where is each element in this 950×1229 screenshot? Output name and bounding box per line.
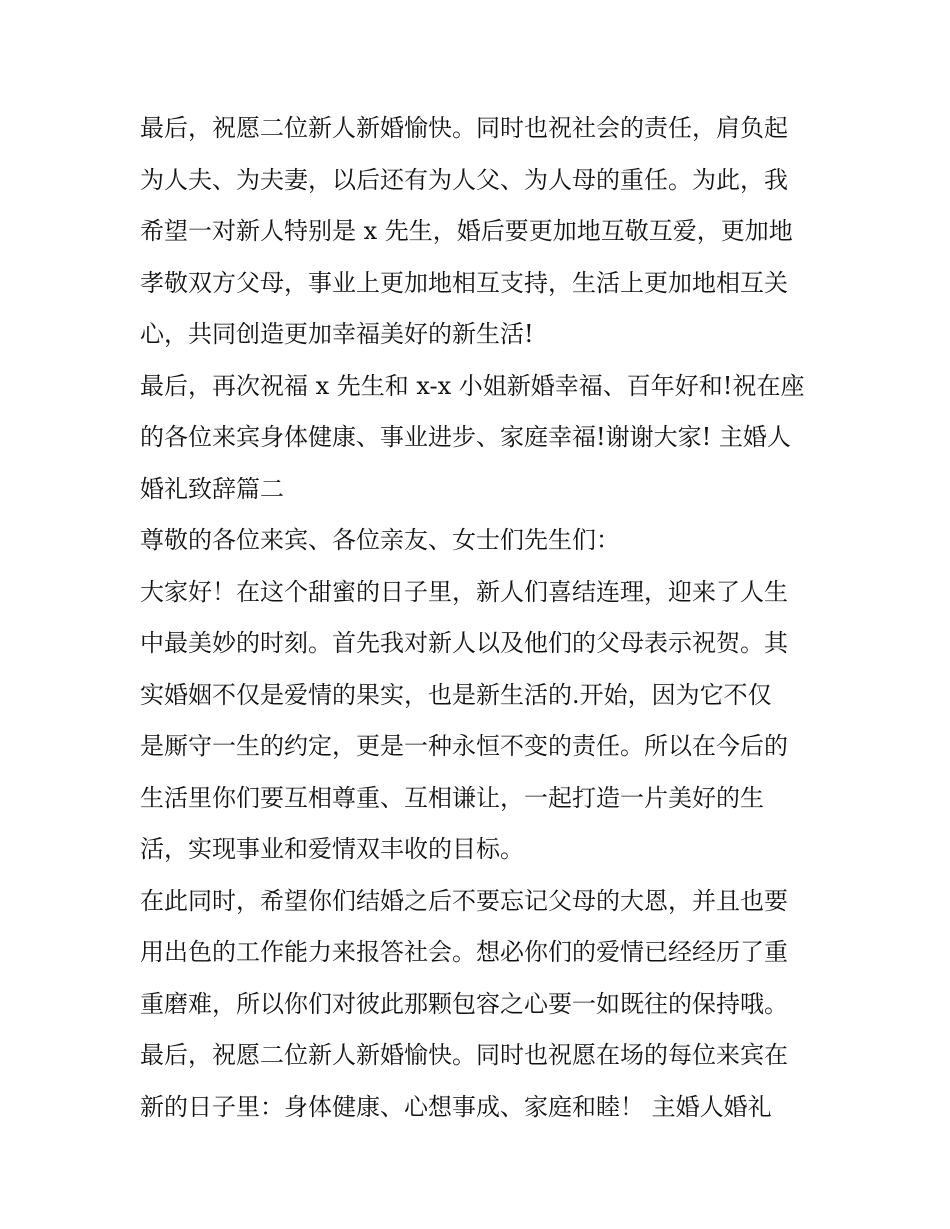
text-line: 最后，祝愿二位新人新婚愉快。同时也祝愿在场的每位来宾在 bbox=[140, 1041, 788, 1069]
text-line: 中最美妙的时刻。首先我对新人以及他们的父母表示祝贺。其 bbox=[140, 629, 788, 657]
text-line: 活，实现事业和爱情双丰收的目标。 bbox=[140, 835, 524, 863]
text-line: 在此同时，希望你们结婚之后不要忘记父母的大恩，并且也要 bbox=[140, 886, 788, 915]
text-line: 生活里你们要互相尊重、互相谦让，一起打造一片美好的生 bbox=[140, 783, 764, 812]
text-line: 是厮守一生的约定，更是一种永恒不变的责任。所以在今后的 bbox=[140, 732, 788, 760]
text-line: 新的日子里：身体健康、心想事成、家庭和睦！ 主婚人婚礼 bbox=[140, 1092, 772, 1121]
body-text bbox=[140, 108, 820, 1138]
text-line: 大家好！在这个甜蜜的日子里，新人们喜结连理，迎来了人生 bbox=[140, 577, 788, 606]
text-line: 重磨难，所以你们对彼此那颗包容之心要一如既往的保持哦。 bbox=[140, 989, 788, 1018]
text-line: 希望一对新人特别是 x 先生，婚后要更加地互敬互爱，更加地 bbox=[140, 217, 793, 245]
text-line: 心，共同创造更加幸福美好的新生活! bbox=[140, 320, 534, 348]
text-line: 最后，再次祝福 x 先生和 x-x 小姐新婚幸福、百年好和!祝在座 bbox=[140, 371, 805, 400]
text-line: 用出色的工作能力来报答社会。想必你们的爱情已经经历了重 bbox=[140, 938, 788, 966]
text-line: 孝敬双方父母，事业上更加地相互支持，生活上更加地相互关 bbox=[140, 268, 788, 297]
salutation: 尊敬的各位来宾、各位亲友、女士们先生们： bbox=[140, 526, 620, 554]
text-line: 为人夫、为夫妻，以后还有为人父、为人母的重任。为此，我 bbox=[140, 165, 788, 194]
section-heading: 婚礼致辞篇二 bbox=[140, 474, 284, 503]
text-line: 实婚姻不仅是爱情的果实，也是新生活的.开始，因为它不仅 bbox=[140, 680, 772, 709]
text-line: 最后，祝愿二位新人新婚愉快。同时也祝社会的责任，肩负起 bbox=[140, 114, 788, 142]
text-line: 的各位来宾身体健康、事业进步、家庭幸福!谢谢大家! 主婚人 bbox=[140, 423, 791, 451]
